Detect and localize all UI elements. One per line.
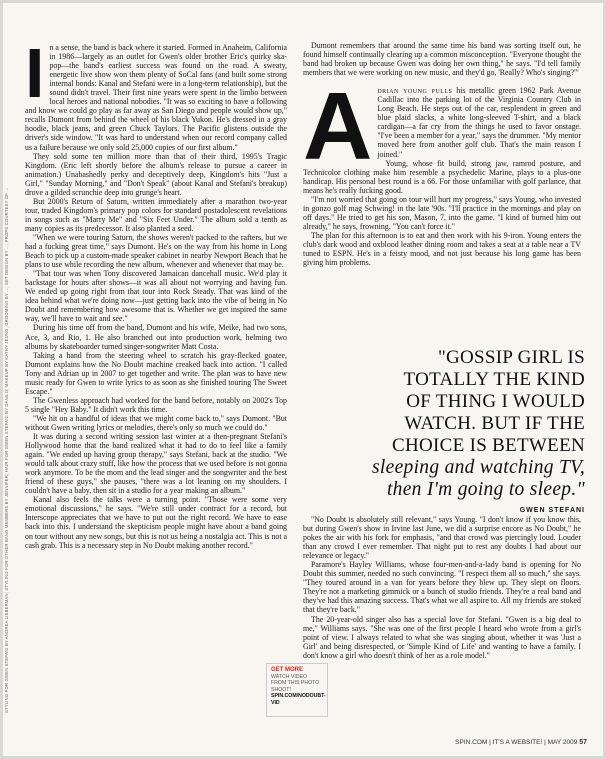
- lead-paragraph: In a sense, the band is back where it started. Formed in Anaheim, California in 1986—largely as an outlet for Gwen's older brother Eric's quirky ska-pop—the band's earliest success was found on the road. A sweaty, energetic live show won them plenty of SoCal fans (and built some strong internal bonds: Kanal and Stefani were in a long-term relationship), but the sound didn't travel. Their first nine years were spent in the limbo between local heroes and national nobodies. "It was so exciting to have a following and know we could go play as far away as San Diego and people would show up," recalls Dumont from behind the wheel of his black Yukon. He's dressed in a gray hoodie, black jeans, and green Chuck Taylors. The Pacific glistens outside the driver's side window. "It was hard to understand when our record company called us a failure because we only sold 25,000 copies of our first album.": [25, 34, 287, 152]
- section-lead-paragraph: Adrian young pulls his metallic green 1962 Park Avenue Cadillac into the parking lot of the Virginia Country Club in Long Beach. He steps out of the car, resplendent in green and blue plaid slacks, a white long-sleeved T-shirt, and a black cardigan—a far cry from the things he used to favor onstage. "I've been a member for a year," says the drummer. "My mentor moved here from another golf club. That's the main reason I joined.": [303, 73, 581, 181]
- right-column-bottom: [303, 515, 581, 660]
- dropcap-i: I: [25, 34, 45, 112]
- right-column-top: [303, 41, 581, 267]
- get-more-body: WATCH VIDEO FROM THIS PHOTO SHOOT!: [271, 673, 320, 693]
- body-paragraph: During his time off from the band, Dumont and his wife, Meike, had two sons, Ace, 3, and Rio, 1. He also branched out into production work, helming two albums by skateboarder turned singer-songwriter Matt Costa.: [25, 323, 287, 351]
- pull-quote: [255, 347, 585, 514]
- footer-divider: |: [544, 739, 546, 746]
- pull-quote-attribution: GWEN STEFANI: [519, 507, 585, 514]
- pull-quote-line-italic: then I'm going to sleep.": [386, 479, 585, 500]
- body-paragraph: "That tour was when Tony discovered Jamaican dancehall music. We'd play it backstage for hours after shows—it was all about not worrying and having fun. We ended up going right from that tour into Rock Steady. That was kind of the idea behind what we're doing now—just getting back into the vibe of being in No Doubt and remembering how awesome that is. Whether we get inspired the same way, we'll have to wait and see.": [25, 269, 287, 324]
- body-paragraph: But 2000's Return of Saturn, written immediately after a marathon two-year tour, traded Kingdom's primary pop colors for standard postadolescent revelations in songs such as "Marry Me" and "Six Feet Under." The album sold a tenth as many copies as its predecessor. It also planted a seed.: [25, 196, 287, 233]
- small-caps-lead: drian young pulls: [377, 86, 453, 96]
- body-paragraph: It was during a second writing session last winter at a then-pregnant Stefani's Hollywood home that the band realized what it had to do to feel like a family again. "We ended up having group therapy," says Stefani, back at the studio. "We would talk about crazy stuff, like how the process that we used before is not gonna work anymore. To be the mom and the lead singer and the songwriter and the best friend of these guys," she pauses, "there was a lot leaning on my shoulders. I couldn't have a baby, then sit in a studio for a year making an album.": [25, 432, 287, 496]
- left-column: [25, 34, 287, 550]
- body-paragraph: They sold some ten million more than that of their third, 1995's Tragic Kingdom. (Eric left shortly before the album's release to pursue a career in animation.) Unabashedly perky and deceptively deep, Kingdom's hits "Just a Girl," "Sunday Morning," and "Don't Speak" (about Kanal and Stefani's breakup) drove a gilded scrunchie deep into grunge's heart.: [25, 151, 287, 197]
- photo-credit: STYLING FOR GWEN STEFANI BY ANDREA LIEBERMAN; STYLING FOR OTHER BAND MEMBERS BY JENNIFER; HAIR FOR GWEN STEFANI BY DANILO; MAKEUP BY KATHY JEUNG; GROOMING BY ...; SET DESIGN BY ...; PROPS COURTESY OF ...: [4, 187, 9, 713]
- body-paragraph: The plan for this afternoon is to eat and then work with his 9-iron. Young enters the club's dark wood and oxblood leather dining room and takes a seat at a table near a TV tuned to ESPN. He's in a feisty mood, and not just because his long game has been giving him problems.: [303, 230, 581, 268]
- footer-issue: MAY 2009: [547, 739, 578, 746]
- footer-divider: |: [489, 739, 491, 746]
- pull-quote-line: CHOICE IS BETWEEN: [392, 435, 585, 456]
- body-paragraph: Kanal also feels the talks were a turning point. "Those were some very emotional discussions," he says. "We're still under contract for a record, but Interscope appreciates that we have to put out the right record. We have to ease back into this. I understand the skepticism people might have about a band going on tour without any new songs, but this is not us being a nostalgia act. This is not a cash grab. This is a necessary step in No Doubt making another record.": [25, 495, 287, 550]
- get-more-sidebar[interactable]: [266, 663, 328, 717]
- body-paragraph: Dumont remembers that around the same time his band was sorting itself out, he found himself continually clearing up a common misconception. "Everyone thought the band had broken up because Gwen was doing her own thing," he says. "I'd tell family members that we were working on new music, and they'd go, 'Really? Who's singing?'": [303, 41, 581, 78]
- pull-quote-line: OF THING I WOULD: [406, 391, 585, 412]
- footer-tagline: IT'S A WEBSITE!: [492, 739, 543, 746]
- pull-quote-line: TOTALLY THE KIND: [403, 369, 585, 390]
- dropcap-a: A: [303, 73, 373, 181]
- body-paragraph: The Gwenless approach had worked for the band before, notably on 2002's Top 5 single "Hey Baby." It didn't work this time.: [25, 395, 287, 414]
- pull-quote-line-italic: sleeping and watching TV,: [372, 457, 585, 478]
- body-paragraph: Young, whose fit build, strong jaw, ramrod posture, and Technicolor clothing make him resemble a psychedelic Marine, plays to a plus-one handicap. His personal best round is a 66. For those unfamiliar with golf parlance, that means he's really fucking good.: [303, 158, 581, 195]
- get-more-link[interactable]: SPIN.COM/NODOUBT-VID: [271, 693, 326, 706]
- pull-quote-line: "GOSSIP GIRL IS: [437, 347, 585, 368]
- body-paragraph: Paramore's Hayley Williams, whose four-men-and-a-lady band is opening for No Doubt this summer, needed no such convincing. "I respect them all so much," she says. "They toured around in a van for years before they blew up. They slept on floors. They're not a marketing gimmick or a bunch of studio friends. They're a real band and they've had this amazing success. That's what we all aspire to. All my friends are stoked that they're back.": [303, 560, 581, 615]
- body-paragraph: "I'm not worried that going on tour will hurt my progress," says Young, who invested in gonzo golf mag Schwing! in the late '90s. "I'll practice in the mornings and play on off days." He tried to get his son, Mason, 7, into the game. "I kind of burned him out already," he says, frowning. "You can't force it.": [303, 194, 581, 231]
- body-paragraph: Taking a hand from the steering wheel to scratch his gray-flecked goatee, Dumont explains how the No Doubt machine creaked back into action. "I called Tony and Adrian up in 2007 to get together and write. The plan was to have new music ready for Gwen to write lyrics to as soon as she finished touring The Sweet Escape.": [25, 350, 287, 396]
- body-paragraph: The 20-year-old singer also has a special love for Stefani. "Gwen is a big deal to me," Williams says. "She was one of the first people I heard who wrote from a girl's point of view. I always related to what she was singing about, whether it was 'Just a Girl' and being disrespected, or 'Simple Kind of Life' and wanting to have a family. I don't know a girl who doesn't think of her as a role model.": [303, 614, 581, 660]
- pull-quote-line: WATCH. BUT IF THE: [404, 413, 585, 434]
- body-paragraph: "We hit on a handful of ideas that we might come back to," says Dumont. "But without Gwen writing lyrics or melodies, there's only so much we could do.": [25, 413, 287, 432]
- page-footer: [455, 739, 587, 746]
- page-number: 57: [579, 739, 587, 746]
- get-more-title: GET MORE: [271, 667, 304, 673]
- magazine-page: [3, 3, 603, 756]
- footer-site[interactable]: SPIN.COM: [455, 739, 488, 746]
- body-paragraph: "No Doubt is absolutely still relevant," says Young. "I don't know if you know this, but during Gwen's show in Irvine last June, we did a surprise encore as No Doubt," he pokes the air with his fork for emphasis, "and that crowd was piercingly loud. Louder than any crowd I ever remember. That night put to rest any doubts I had about our relevance or legacy.": [303, 515, 581, 561]
- body-paragraph: "When we were touring Saturn, the shows weren't packed to the rafters, but we had a fucking great time," says Dumont. He's on the way from his home in Long Beach to pick up a custom-made speaker cabinet in nearby Newport Beach that he plans to use while recording the new album, whenever and whenever that may be.: [25, 232, 287, 270]
